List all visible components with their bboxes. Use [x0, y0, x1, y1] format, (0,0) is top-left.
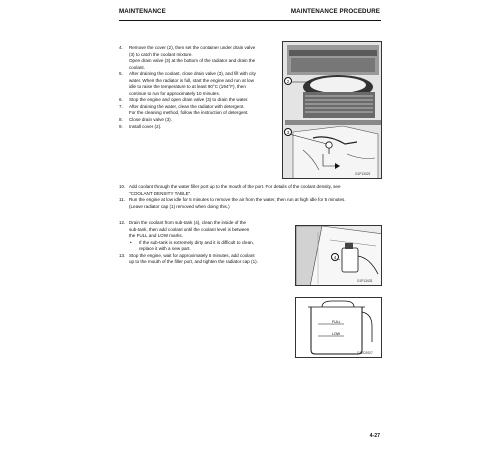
figure-id-1: G1P13323 — [355, 172, 371, 176]
step-line: Run the engine at low idle for 5 minutes to remove the air from the water, then run at high idle for 5 minutes. — [129, 197, 346, 203]
step-line: idle to raise the temperature to at least 90°C (194°F), then — [129, 84, 246, 90]
step-line: For the cleaning method, follow the instruction of detergent. — [129, 110, 249, 116]
running-header-right: MAINTENANCE PROCEDURE — [290, 8, 380, 15]
figure-id-3: G1KD3927 — [357, 351, 373, 355]
figure-id-2: G1P13433 — [357, 279, 373, 283]
page-number: 4-27 — [369, 433, 380, 439]
step-line: Install cover (2). — [129, 123, 162, 129]
bullet-mark: • — [130, 239, 132, 245]
step-number: 5. — [119, 71, 123, 77]
step-line: Remove the cover (2), then set the container under drain valve — [129, 45, 256, 50]
step-number: 4. — [119, 45, 123, 50]
steps-full-width — [119, 184, 381, 210]
procedure-step — [119, 124, 279, 131]
step-number: 13. — [119, 252, 126, 258]
procedure-step — [119, 253, 287, 266]
step-number: 11. — [119, 197, 125, 203]
bullet-item — [119, 240, 287, 253]
procedure-step — [119, 58, 279, 71]
procedure-step — [119, 220, 287, 240]
sub-tank-illustration — [296, 226, 382, 286]
step-number: 6. — [119, 97, 123, 103]
step-line: After draining the coolant, close drain valve (3), and fill with city — [129, 71, 256, 77]
step-line: coolant. — [129, 64, 145, 70]
step-line: Stop the engine and open drain valve (3) to drain the water. — [129, 97, 249, 103]
step-number: 9. — [119, 123, 123, 129]
callout-drain-valve: 3 — [284, 128, 292, 136]
radiator-illustration — [283, 42, 382, 179]
step-line: After draining the water, clean the radiator with detergent. — [129, 103, 245, 109]
step-line: If the sub-tank is extremely dirty and it is difficult to clean, — [139, 239, 254, 245]
header-rule — [119, 20, 381, 21]
callout-cover: 2 — [284, 77, 292, 85]
step-line: "COOLANT DENSITY TABLE". — [129, 190, 192, 196]
step-line: Add coolant through the water filler port up to the mouth of the port. For details of the coolant density, see — [129, 184, 341, 189]
step-line: Stop the engine, wait for approximately 5 minutes, add coolant — [129, 252, 255, 258]
step-line: (3) to catch the coolant mixture. — [129, 51, 193, 57]
steps-top-column — [119, 45, 279, 130]
step-number: 7. — [119, 103, 123, 109]
steps-mid-column — [119, 220, 287, 266]
step-line: replace it with a new part. — [139, 246, 191, 252]
step-number: 12. — [119, 220, 126, 225]
step-line: up to the mouth of the filler port, and tighten the radiator cap (1). — [129, 259, 258, 265]
step-line: the FULL and LOW marks. — [129, 233, 183, 239]
callout-sub-tank: 4 — [331, 253, 339, 261]
figure-radiator-drain — [282, 41, 382, 179]
figure-level-marks — [295, 297, 382, 358]
step-number: 10. — [119, 184, 126, 189]
procedure-step — [119, 71, 279, 97]
running-header-left: MAINTENANCE — [119, 8, 166, 15]
procedure-step — [119, 104, 279, 117]
step-line: continue to run for approximately 10 minutes. — [129, 90, 220, 96]
level-marks-illustration — [296, 298, 382, 358]
step-line: Drain the coolant from sub-tank (4), clean the inside of the — [129, 220, 247, 225]
step-number: 8. — [119, 117, 123, 123]
procedure-step — [119, 197, 381, 210]
step-line: (Leave radiator cap (1) removed when doing this.) — [129, 203, 230, 209]
step-line: Close drain valve (3). — [129, 117, 172, 123]
procedure-step — [119, 184, 381, 197]
full-mark: FULL — [332, 320, 341, 324]
step-line: sub-tank, then add coolant until the coolant level is between — [129, 226, 250, 232]
step-line: water. When the radiator is full, start the engine and run at low — [129, 77, 254, 83]
step-line: Open drain valve (3) at the bottom of the radiator and drain the — [129, 58, 256, 64]
procedure-step — [119, 45, 279, 58]
low-mark: LOW — [332, 332, 340, 336]
